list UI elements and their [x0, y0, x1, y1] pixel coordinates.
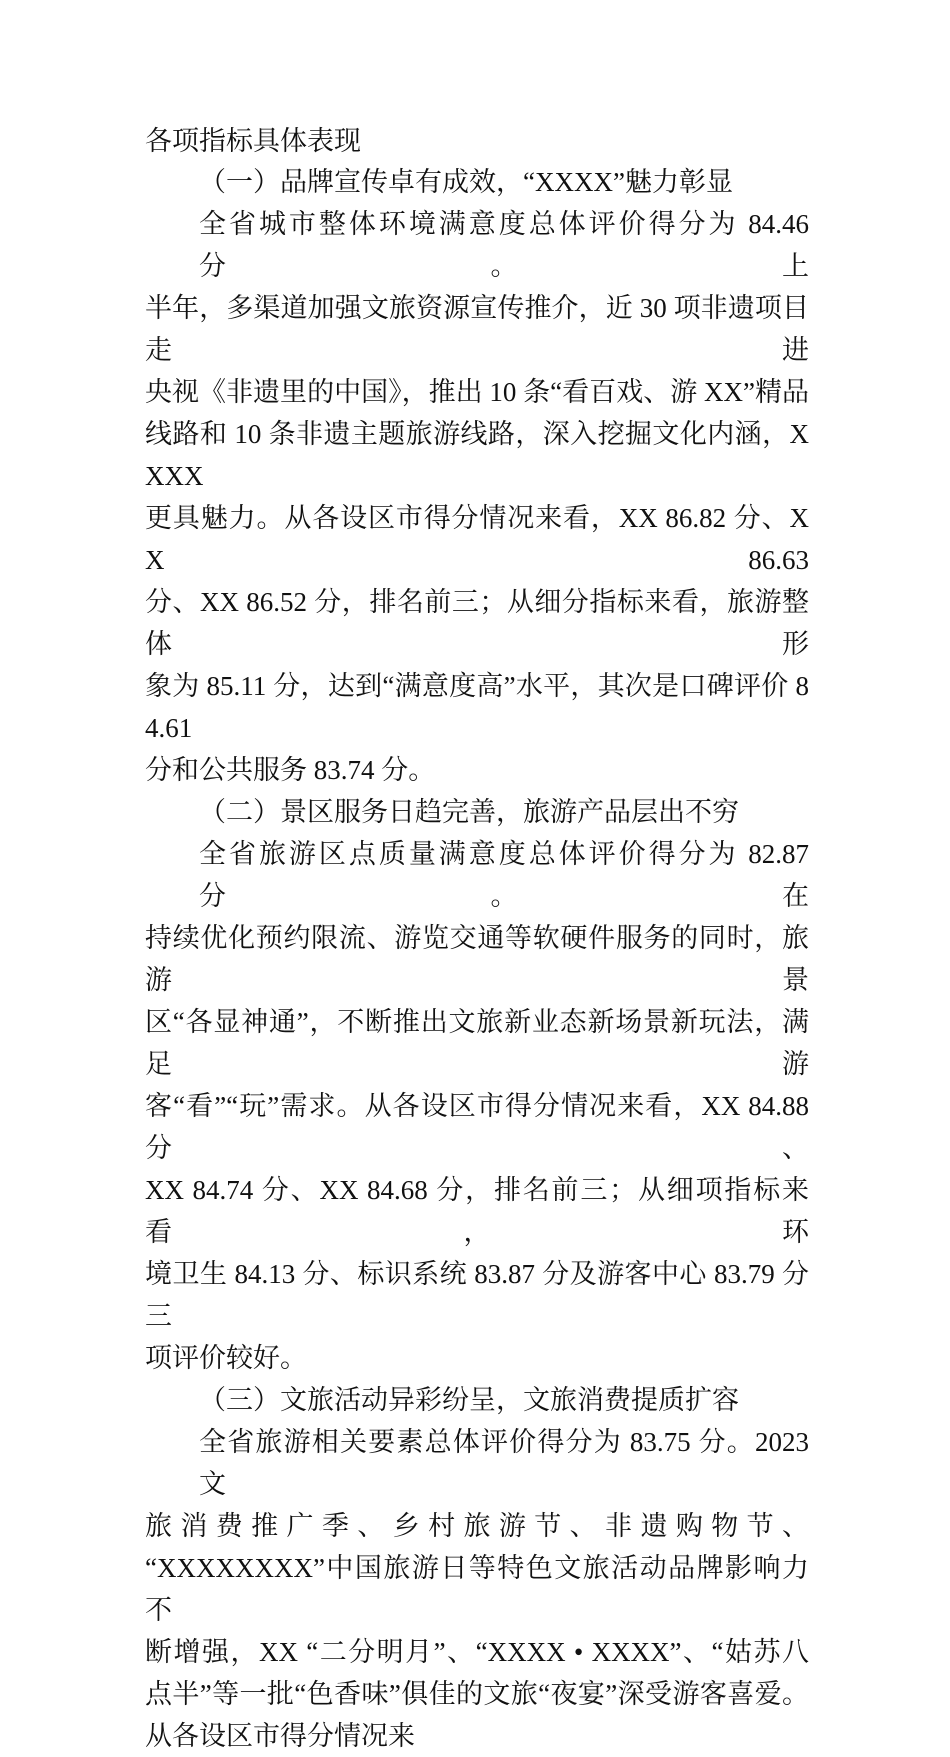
text-line: 点半”等一批“色香味”俱佳的文旅“夜宴”深受游客喜爱。	[145, 1679, 809, 1709]
text-line: 断增强，XX “二分明月”、“XXXX • XXXX”、“姑苏八	[145, 1637, 809, 1667]
subsection-heading	[145, 1379, 809, 1421]
text-line: 项评价较好。	[145, 1343, 307, 1373]
text-line: （一）品牌宣传卓有成效，“XXXX”魅力彰显	[199, 167, 733, 197]
text-line: 全省城市整体环境满意度总体评价得分为 84.46 分。上	[199, 209, 809, 281]
body-paragraph	[145, 203, 809, 791]
text-line: （三）文旅活动异彩纷呈，文旅消费提质扩容	[199, 1385, 739, 1415]
text-line: 央视《非遗里的中国》，推出 10 条“看百戏、游 XX”精品	[145, 377, 809, 407]
body-paragraph	[145, 833, 809, 1379]
text-line: 全省旅游区点质量满意度总体评价得分为 82.87 分。在	[199, 839, 809, 911]
text-line: 区“各显神通”，不断推出文旅新业态新场景新玩法，满足游	[145, 1007, 809, 1079]
text-line: 象为 85.11 分，达到“满意度高”水平，其次是口碑评价 84.61	[145, 671, 809, 743]
text-line: “XXXXXXXX”中国旅游日等特色文旅活动品牌影响力不	[145, 1553, 809, 1625]
text-line: 分、XX 86.52 分，排名前三；从细分指标来看，旅游整体形	[145, 587, 809, 659]
text-line: 旅 消 费 推 广 季 、 乡 村 旅 游 节 、 非 遗 购 物 节 、	[145, 1511, 809, 1541]
text-line: 更具魅力。从各设区市得分情况来看，XX 86.82 分、XX 86.63	[145, 503, 809, 575]
text-line: 客“看”“玩”需求。从各设区市得分情况来看，XX 84.88 分、	[145, 1091, 809, 1163]
text-line: 分和公共服务 83.74 分。	[145, 755, 436, 785]
text-line: 持续优化预约限流、游览交通等软硬件服务的同时，旅游景	[145, 923, 809, 995]
text-line: 各项指标具体表现	[145, 126, 361, 156]
text-line: （二）景区服务日趋完善，旅游产品层出不穷	[199, 797, 739, 827]
text-line: 境卫生 84.13 分、标识系统 83.87 分及游客中心 83.79 分三	[145, 1259, 809, 1331]
text-line: XX 84.74 分、XX 84.68 分，排名前三；从细项指标来看，环	[145, 1175, 809, 1247]
body-paragraph	[145, 1421, 809, 1757]
subsection-heading	[145, 791, 809, 833]
document-page	[145, 122, 809, 1757]
subsection-heading	[145, 161, 809, 203]
text-line: 半年，多渠道加强文旅资源宣传推介，近 30 项非遗项目走进	[145, 293, 809, 365]
text-line: 从各设区市得分情况来	[145, 1721, 415, 1751]
text-line: 线路和 10 条非遗主题旅游线路，深入挖掘文化内涵，XXXX	[145, 419, 809, 491]
section-title	[145, 122, 809, 161]
text-line: 全省旅游相关要素总体评价得分为 83.75 分。2023 文	[199, 1427, 809, 1499]
